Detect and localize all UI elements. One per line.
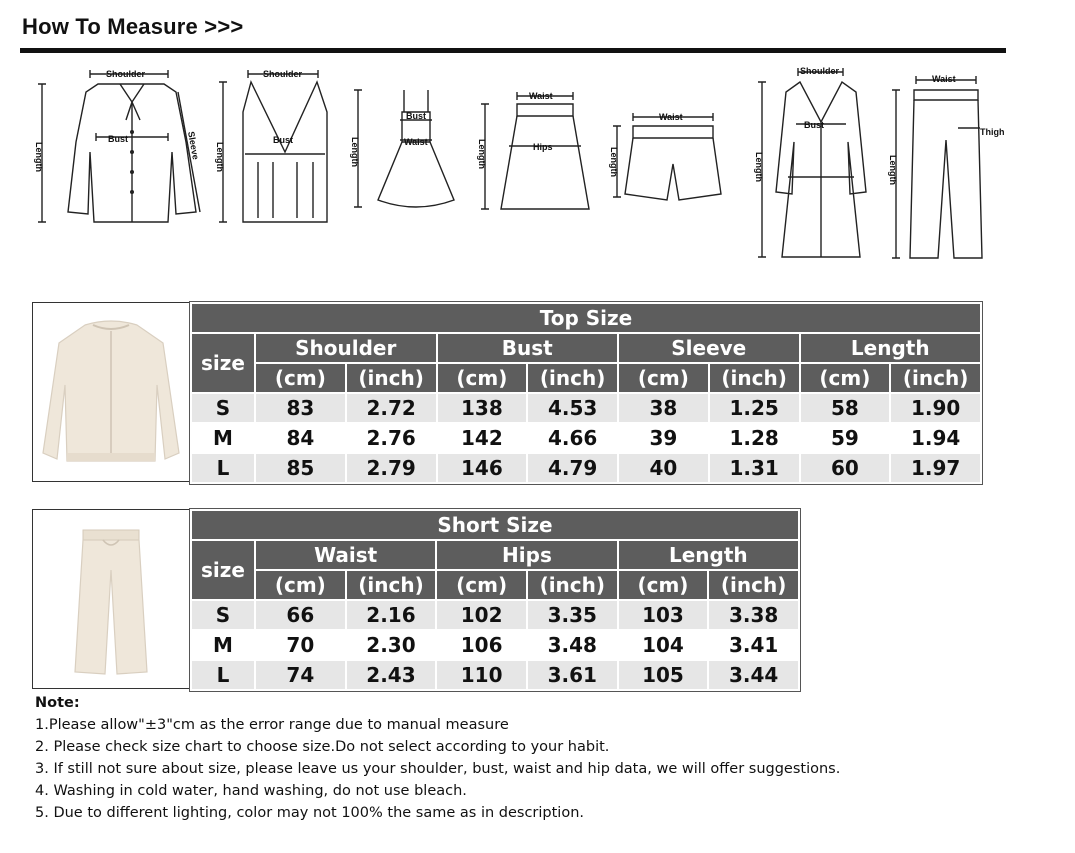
label-waist: Waist	[404, 137, 428, 147]
col-group-waist: Waist	[255, 540, 436, 570]
coat-diagram	[748, 62, 883, 267]
unit-header: (inch)	[708, 570, 799, 600]
label-thigh: Thigh	[980, 127, 1005, 137]
value-cell: 60	[800, 453, 891, 483]
skirt-diagram	[473, 84, 598, 214]
value-cell: 66	[255, 600, 346, 630]
note-item: 3. If still not sure about size, please leave us your shoulder, bust, waist and hip data, we will offer suggestions.	[35, 761, 841, 777]
label-waist: Waist	[529, 91, 553, 101]
unit-header: (cm)	[618, 570, 709, 600]
label-length: Length	[215, 142, 225, 172]
size-cell: M	[191, 423, 255, 453]
value-cell: 138	[437, 393, 528, 423]
measure-diagrams	[18, 62, 1018, 272]
value-cell: 1.94	[890, 423, 981, 453]
size-cell: S	[191, 393, 255, 423]
label-waist: Waist	[659, 112, 683, 122]
value-cell: 104	[618, 630, 709, 660]
unit-header: (cm)	[255, 363, 346, 393]
value-cell: 4.79	[527, 453, 618, 483]
value-cell: 3.41	[708, 630, 799, 660]
label-bust: Bust	[273, 135, 293, 145]
unit-header: (inch)	[709, 363, 800, 393]
label-sleeve: Sleeve	[186, 130, 201, 161]
notes-section	[35, 692, 840, 824]
title-divider	[20, 48, 1006, 53]
value-cell: 2.16	[346, 600, 437, 630]
dress-diagram	[348, 82, 473, 222]
value-cell: 103	[618, 600, 709, 630]
table-row	[191, 630, 799, 660]
value-cell: 84	[255, 423, 346, 453]
col-group-sleeve: Sleeve	[618, 333, 800, 363]
unit-header: (inch)	[346, 363, 437, 393]
size-header: size	[191, 333, 255, 393]
unit-header: (cm)	[800, 363, 891, 393]
value-cell: 3.44	[708, 660, 799, 690]
value-cell: 146	[437, 453, 528, 483]
table-row	[191, 660, 799, 690]
table-row	[191, 453, 981, 483]
label-hips: Hips	[533, 142, 553, 152]
value-cell: 85	[255, 453, 346, 483]
label-length: Length	[350, 137, 360, 167]
col-group-length: Length	[618, 540, 799, 570]
label-shoulder: Shoulder	[106, 69, 146, 79]
label-bust: Bust	[108, 134, 128, 144]
unit-header: (cm)	[255, 570, 346, 600]
value-cell: 1.97	[890, 453, 981, 483]
value-cell: 142	[437, 423, 528, 453]
value-cell: 4.66	[527, 423, 618, 453]
label-length: Length	[609, 147, 619, 177]
note-item: 4. Washing in cold water, hand washing, do not use bleach.	[35, 783, 467, 799]
size-cell: L	[191, 660, 255, 690]
value-cell: 38	[618, 393, 709, 423]
label-shoulder: Shoulder	[263, 69, 303, 79]
top-size-table	[190, 302, 982, 484]
value-cell: 39	[618, 423, 709, 453]
unit-header: (inch)	[346, 570, 437, 600]
value-cell: 1.25	[709, 393, 800, 423]
unit-header: (inch)	[527, 363, 618, 393]
note-item: 2. Please check size chart to choose size.Do not select according to your habit.	[35, 739, 610, 755]
table-row	[191, 393, 981, 423]
value-cell: 2.79	[346, 453, 437, 483]
col-group-bust: Bust	[437, 333, 619, 363]
value-cell: 83	[255, 393, 346, 423]
value-cell: 74	[255, 660, 346, 690]
note-item: 1.Please allow"±3"cm as the error range due to manual measure	[35, 717, 509, 733]
label-bust: Bust	[406, 111, 426, 121]
label-length: Length	[754, 152, 764, 182]
label-length: Length	[34, 142, 44, 172]
unit-header: (inch)	[527, 570, 618, 600]
value-cell: 59	[800, 423, 891, 453]
size-cell: L	[191, 453, 255, 483]
value-cell: 1.28	[709, 423, 800, 453]
value-cell: 102	[436, 600, 527, 630]
value-cell: 70	[255, 630, 346, 660]
notes-title: Note:	[35, 695, 80, 711]
value-cell: 3.61	[527, 660, 618, 690]
value-cell: 105	[618, 660, 709, 690]
short-table-title: Short Size	[191, 510, 799, 540]
col-group-hips: Hips	[436, 540, 617, 570]
unit-header: (cm)	[437, 363, 528, 393]
unit-header: (inch)	[890, 363, 981, 393]
label-length: Length	[888, 155, 898, 185]
unit-header: (cm)	[618, 363, 709, 393]
short-size-table	[190, 509, 800, 691]
size-cell: S	[191, 600, 255, 630]
value-cell: 2.72	[346, 393, 437, 423]
value-cell: 1.90	[890, 393, 981, 423]
label-shoulder: Shoulder	[800, 66, 840, 76]
value-cell: 3.48	[527, 630, 618, 660]
label-bust: Bust	[804, 120, 824, 130]
value-cell: 2.30	[346, 630, 437, 660]
unit-header: (cm)	[436, 570, 527, 600]
value-cell: 2.43	[346, 660, 437, 690]
value-cell: 3.38	[708, 600, 799, 630]
col-group-length: Length	[800, 333, 982, 363]
value-cell: 40	[618, 453, 709, 483]
page-title: How To Measure >>>	[22, 14, 244, 39]
label-waist: Waist	[932, 74, 956, 84]
table-row	[191, 423, 981, 453]
value-cell: 58	[800, 393, 891, 423]
size-header: size	[191, 540, 255, 600]
blouse-diagram	[28, 62, 208, 232]
value-cell: 2.76	[346, 423, 437, 453]
pants-diagram	[888, 70, 1013, 265]
shorts-diagram	[603, 102, 743, 212]
value-cell: 110	[436, 660, 527, 690]
label-length: Length	[477, 139, 487, 169]
table-row	[191, 600, 799, 630]
col-group-shoulder: Shoulder	[255, 333, 437, 363]
note-item: 5. Due to different lighting, color may not 100% the same as in description.	[35, 805, 585, 821]
top-table-title: Top Size	[191, 303, 981, 333]
jacket-photo	[32, 302, 190, 482]
value-cell: 3.35	[527, 600, 618, 630]
value-cell: 106	[436, 630, 527, 660]
value-cell: 1.31	[709, 453, 800, 483]
value-cell: 4.53	[527, 393, 618, 423]
vest-diagram	[213, 62, 348, 232]
pants-photo	[32, 509, 190, 689]
size-cell: M	[191, 630, 255, 660]
